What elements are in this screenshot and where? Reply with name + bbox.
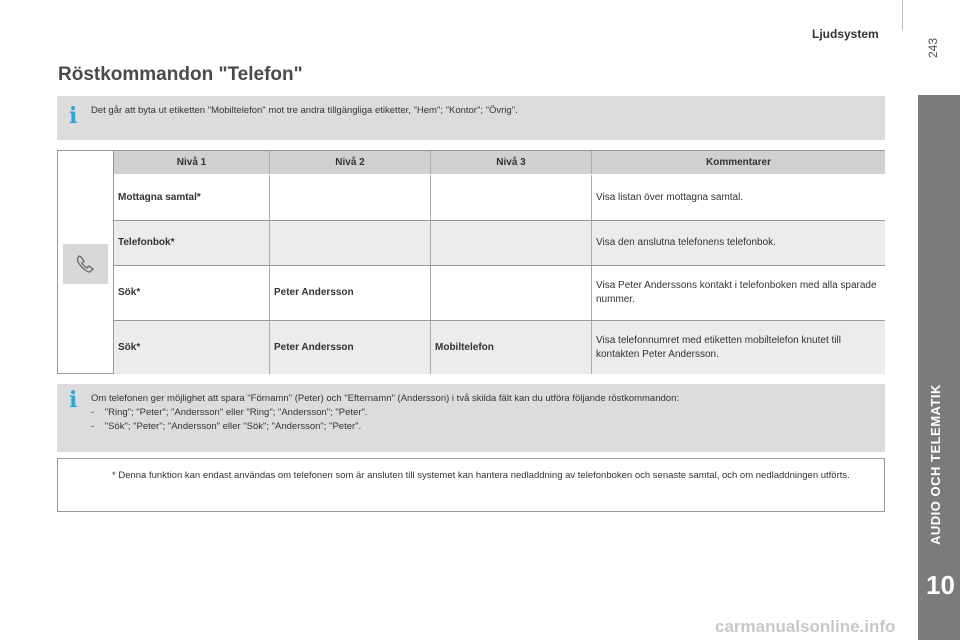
col-header-level3: Nivå 3 [431, 151, 592, 175]
command-table [114, 151, 885, 374]
col-header-comments: Kommentarer [592, 151, 886, 175]
info-note-intro: Om telefonen ger möjlighet att spara "Förnamn" (Peter) och "Efternamn" (Andersson) i två skilda fält kan du utföra följande röstkommandon: [91, 393, 679, 404]
info-icon: i [69, 103, 78, 129]
table-row [114, 175, 885, 221]
info-note-text: Det går att byta ut etiketten "Mobiltelefon" mot tre andra tillgängliga etiketter, "Hem"; "Kontor"; "Övrig". [91, 105, 518, 116]
page-title: Röstkommandon "Telefon" [58, 64, 303, 85]
phone-icon-box [63, 244, 108, 284]
phone-icon-cell [58, 151, 114, 373]
info-note-top [57, 96, 885, 140]
cell-comment: Visa Peter Anderssons kontakt i telefonboken med alla sparade nummer. [592, 266, 886, 321]
section-label: Ljudsystem [812, 27, 879, 41]
cell-level1: Mottagna samtal* [114, 175, 270, 221]
page-number: 243 [926, 37, 940, 58]
cell-level3: Mobiltelefon [431, 321, 592, 375]
cell-comment: Visa listan över mottagna samtal. [592, 175, 886, 221]
cell-level3 [431, 221, 592, 266]
info-note-body [91, 392, 876, 434]
cell-level1: Sök* [114, 321, 270, 375]
cell-level1: Sök* [114, 266, 270, 321]
list-item: - "Ring"; "Peter"; "Andersson" eller "Ring"; "Andersson"; "Peter". [91, 407, 368, 418]
watermark: carmanualsonline.info [715, 617, 896, 636]
list-item: - "Sök"; "Peter"; "Andersson" eller "Sök"; "Andersson"; "Peter". [91, 421, 362, 432]
chapter-title: AUDIO OCH TELEMATIK [928, 384, 943, 545]
phone-handset-icon [75, 254, 97, 274]
cell-comment: Visa den anslutna telefonens telefonbok. [592, 221, 886, 266]
cell-level1: Telefonbok* [114, 221, 270, 266]
table-header-row [114, 151, 885, 175]
cell-level3 [431, 175, 592, 221]
voice-command-table [57, 150, 885, 374]
chapter-number: 10 [926, 570, 955, 600]
col-header-level2: Nivå 2 [270, 151, 431, 175]
table-row [114, 321, 885, 375]
cell-level2 [270, 221, 431, 266]
header-divider [902, 0, 903, 30]
table-row [114, 266, 885, 321]
cell-level2: Peter Andersson [270, 321, 431, 375]
footnote-box [57, 458, 885, 512]
cell-level2 [270, 175, 431, 221]
cell-level2: Peter Andersson [270, 266, 431, 321]
cell-comment: Visa telefonnumret med etiketten mobiltelefon knutet till kontakten Peter Andersson. [592, 321, 886, 375]
col-header-level1: Nivå 1 [114, 151, 270, 175]
cell-level3 [431, 266, 592, 321]
footnote-text: * Denna funktion kan endast användas om telefonen som är ansluten till systemet kan hantera nedladdning av telefonboken och senaste samtal, och om nedladdningen utförts. [112, 470, 850, 481]
chapter-side-band [918, 95, 960, 640]
table-row [114, 221, 885, 266]
info-note-bottom [57, 384, 885, 452]
info-icon: i [69, 387, 78, 413]
